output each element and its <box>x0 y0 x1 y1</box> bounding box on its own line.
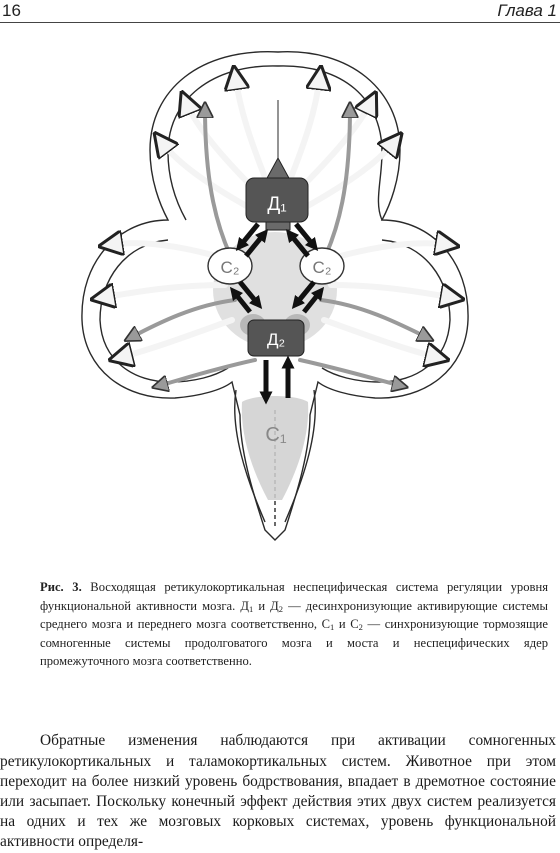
figure-caption <box>40 578 548 671</box>
caption-sub-c2: 2 <box>358 622 363 633</box>
caption-text-3: — десинхронизующие активирующие системы среднего мозга и переднего мозга соответственно, С <box>40 598 548 632</box>
chapter-label: Глава 1 <box>497 1 557 20</box>
caption-sub-c1: 1 <box>330 622 335 633</box>
header-rule <box>0 22 560 23</box>
d1-label: Д₁ <box>267 194 287 215</box>
caption-text-2: и Д <box>253 598 279 613</box>
c2-left-label: С₂ <box>220 258 240 277</box>
body-paragraph: Обратные изменения наблюдаются при активации сомногенных ретикулокортикальных и таламокортикальных систем. Животное при этом переходит на более низкий уровень бодрствования, впадает в дремотное состояние или засыпает. Поскольку конечный эффект действия этих двух систем реализуется на одних и тех же мозговых корковых системах, уровень функциональной активности определя- <box>0 732 556 851</box>
caption-text-5: — синхронизующие тормозящие сомногенные системы продолговатого мозга и моста и неспецифических ядер промежуточного мозга соответственно. <box>40 617 548 669</box>
page-header <box>0 0 560 26</box>
caption-text-4: и С <box>334 617 359 632</box>
d2-label: Д₂ <box>266 330 286 349</box>
d1-nucleus <box>246 178 308 222</box>
d2-nucleus <box>248 320 304 356</box>
page-number: 16 <box>2 1 21 20</box>
c2-right-label: С₂ <box>312 258 332 277</box>
caption-sub-d2: 2 <box>278 603 284 614</box>
c1-label: С₁ <box>265 424 287 446</box>
caption-sub-d1: 1 <box>248 603 254 614</box>
brain-diagram-figure <box>0 30 560 560</box>
caption-text-1: Восходящая ретикулокортикальная неспецифическая система регуляции уровня функциональной активности мозга. Д <box>40 580 549 613</box>
brain-diagram <box>0 30 560 560</box>
caption-label: Рис. 3. <box>40 580 82 594</box>
